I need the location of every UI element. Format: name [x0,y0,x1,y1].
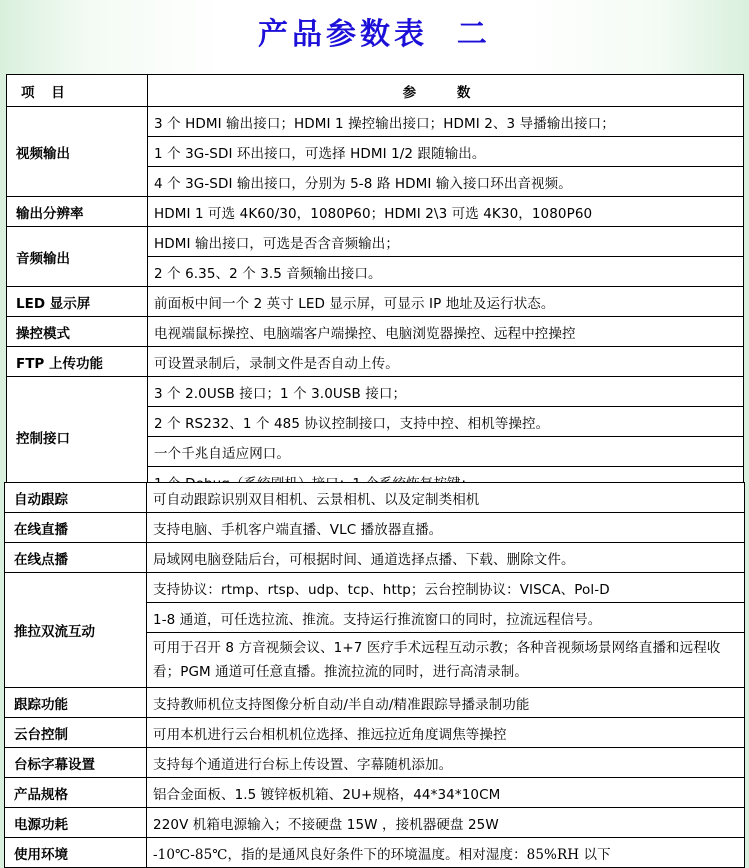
row-value: HDMI 1 可选 4K60/30，1080P60；HDMI 2\3 可选 4K30，1080P60 [148,197,744,227]
row-value: 可设置录制后，录制文件是否自动上传。 [148,347,744,377]
row-label-led-display: LED 显示屏 [7,287,148,317]
table-row [5,778,745,808]
row-label-power: 电源功耗 [5,808,147,838]
table-row [7,377,744,407]
table-row [7,317,744,347]
row-label-control-interface: 控制接口 [7,377,148,497]
row-label-push-pull-stream: 推拉双流互动 [5,573,147,688]
row-label-logo-caption: 台标字幕设置 [5,748,147,778]
row-value: 1-8 通道，可任选拉流、推流。支持运行推流窗口的同时，拉流远程信号。 [147,603,745,633]
row-label-ftp-upload: FTP 上传功能 [7,347,148,377]
row-label-tracking-function: 跟踪功能 [5,688,147,718]
row-value: 支持教师机位支持图像分析自动/半自动/精准跟踪导播录制功能 [147,688,745,718]
row-value: 局域网电脑登陆后台，可根据时间、通道选择点播、下载、删除文件。 [147,543,745,573]
row-value: 2 个 6.35、2 个 3.5 音频输出接口。 [148,257,744,287]
row-value: 支持协议：rtmp、rtsp、udp、tcp、http；云台控制协议：VISCA、Pol-D [147,573,745,603]
row-label-on-demand: 在线点播 [5,543,147,573]
row-value: 4 个 3G-SDI 输出接口，分别为 5-8 路 HDMI 输入接口环出音视频。 [148,167,744,197]
row-value: 一个千兆自适应网口。 [148,437,744,467]
page-title: 产品参数表 二 [258,17,491,52]
table-row [5,483,745,513]
row-label-live-stream: 在线直播 [5,513,147,543]
row-value: 前面板中间一个 2 英寸 LED 显示屏，可显示 IP 地址及运行状态。 [148,287,744,317]
header-param: 参 数 [148,75,744,107]
table-row [5,838,745,868]
row-value: 可用于召开 8 方音视频会议、1+7 医疗手术远程互动示教；各种音视频场景网络直播和远程收看；PGM 通道可任意直播。推流拉流的同时，进行高清录制。 [147,633,745,688]
table-row [5,513,745,543]
spec-table-upper [6,74,744,497]
row-label-product-spec: 产品规格 [5,778,147,808]
table-row [5,808,745,838]
spec-table-lower [4,482,745,868]
row-value: 3 个 2.0USB 接口；1 个 3.0USB 接口； [148,377,744,407]
row-label-environment: 使用环境 [5,838,147,868]
table-row [5,718,745,748]
row-label-video-output: 视频输出 [7,107,148,197]
table-row [5,543,745,573]
row-label-control-mode: 操控模式 [7,317,148,347]
table-row [7,287,744,317]
row-value: 支持电脑、手机客户端直播、VLC 播放器直播。 [147,513,745,543]
table-row [5,573,745,603]
table-row [5,688,745,718]
table-header-row [7,75,744,107]
table-row [7,227,744,257]
row-value: 2 个 RS232、1 个 485 协议控制接口，支持中控、相机等操控。 [148,407,744,437]
row-value: 1 个 3G-SDI 环出接口，可选择 HDMI 1/2 跟随输出。 [148,137,744,167]
row-value: 220V 机箱电源输入；不接硬盘 15W ，接机器硬盘 25W [147,808,745,838]
row-value: 支持每个通道进行台标上传设置、字幕随机添加。 [147,748,745,778]
table-row [7,107,744,137]
row-label-output-resolution: 输出分辨率 [7,197,148,227]
table-row [7,197,744,227]
row-value: HDMI 输出接口，可选是否含音频输出； [148,227,744,257]
table-row [5,748,745,778]
row-label-auto-tracking: 自动跟踪 [5,483,147,513]
row-value: 电视端鼠标操控、电脑端客户端操控、电脑浏览器操控、远程中控操控 [148,317,744,347]
row-value: 铝合金面板、1.5 镀锌板机箱、2U+规格，44*34*10CM [147,778,745,808]
row-value: 可用本机进行云台相机机位选择、推远拉近角度调焦等操控 [147,718,745,748]
row-value: 3 个 HDMI 输出接口；HDMI 1 操控输出接口；HDMI 2、3 导播输出接口； [148,107,744,137]
table-row [7,347,744,377]
row-label-ptz-control: 云台控制 [5,718,147,748]
row-label-audio-output: 音频输出 [7,227,148,287]
row-value: 可自动跟踪识别双目相机、云景相机、以及定制类相机 [147,483,745,513]
row-value: -10℃-85℃，指的是通风良好条件下的环境温度。相对湿度：85%RH 以下 [147,838,745,868]
header-item: 项 目 [7,75,148,107]
